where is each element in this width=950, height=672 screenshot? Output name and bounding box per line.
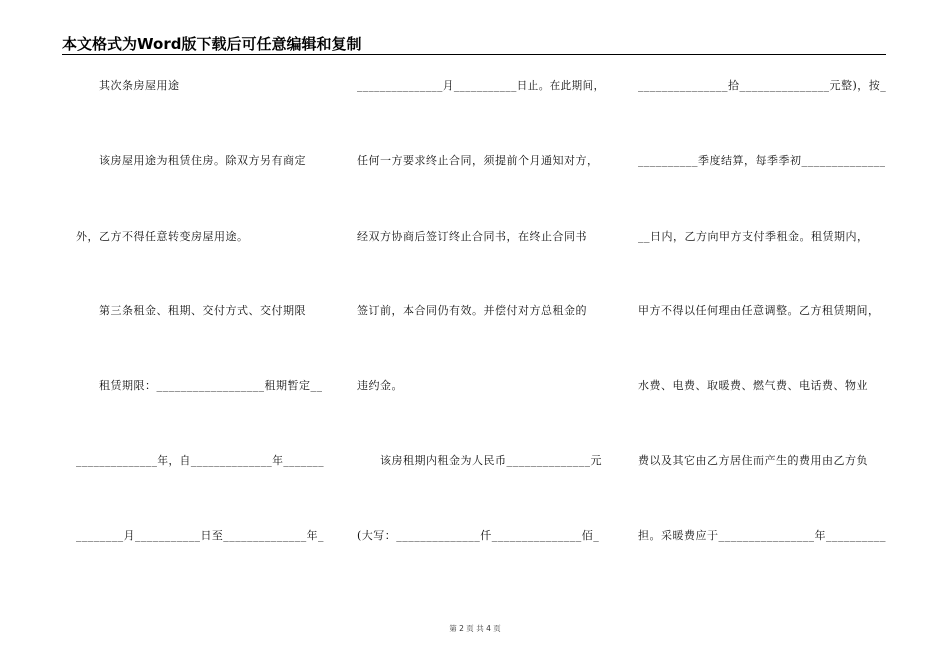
- text-line: 该房租期内租金为人民币______________元: [357, 454, 602, 467]
- text-line: (大写：______________仟_______________佰_: [357, 529, 600, 542]
- text-line: 任何一方要求终止合同，须提前个月通知对方，: [357, 154, 599, 167]
- text-line: __________季度结算，每季季初______________: [638, 154, 886, 167]
- text-line: 签订前，本合同仍有效。并偿付对方总租金的: [357, 304, 587, 317]
- text-line: 水费、电费、取暖费、燃气费、电话费、物业: [638, 379, 868, 392]
- page-number: 第 2 页 共 4 页: [449, 624, 501, 633]
- document-header-title: 本文格式为Word版下载后可任意编辑和复制: [62, 35, 362, 53]
- text-line: 租赁期限：__________________租期暂定__: [76, 379, 323, 392]
- text-line: 费以及其它由乙方居住而产生的费用由乙方负: [638, 454, 868, 467]
- text-line: _______________月___________日止。在此期间，: [357, 79, 605, 92]
- text-line: 违约金。: [357, 379, 403, 392]
- text-line: 甲方不得以任何理由任意调整。乙方租赁期间，: [638, 304, 880, 317]
- text-line: __日内，乙方向甲方支付季租金。租赁期内，: [638, 230, 869, 243]
- text-line: 第三条租金、租期、交付方式、交付期限: [76, 304, 306, 317]
- text-line: 其次条房屋用途: [76, 79, 180, 92]
- header-divider: [62, 54, 886, 55]
- text-line: ______________年，自______________年_______: [76, 454, 325, 467]
- text-line: _______________拾_______________元整)，按_: [638, 79, 887, 92]
- text-line: 该房屋用途为租赁住房。除双方另有商定: [76, 154, 306, 167]
- text-line: 外，乙方不得任意转变房屋用途。: [76, 230, 249, 243]
- text-line: ________月___________日至______________年_: [76, 529, 324, 542]
- text-line: 担。采暖费应于________________年__________: [638, 529, 886, 542]
- text-line: 经双方协商后签订终止合同书，在终止合同书: [357, 230, 587, 243]
